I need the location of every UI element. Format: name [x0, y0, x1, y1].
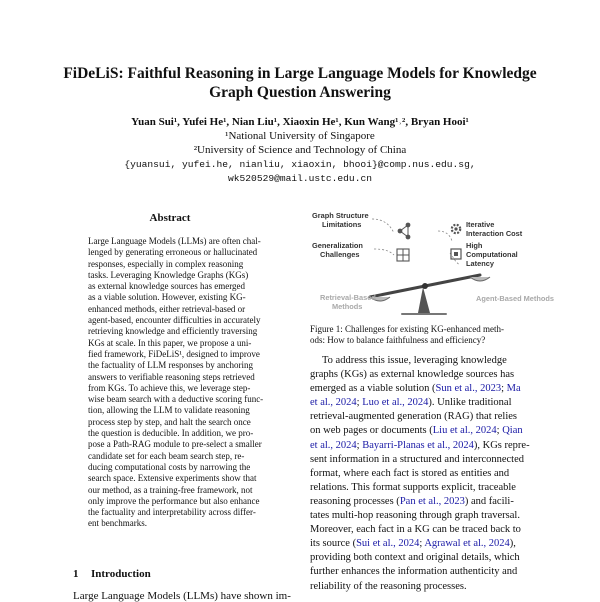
citation-link[interactable]: Bayarri-Planas et al., 2024	[362, 439, 474, 451]
abstract-line: search space. Extensive experiments show that	[88, 473, 257, 484]
body-text-segment: Moreover, each fact in a KG can be traced back to	[310, 524, 521, 536]
abstract-line: as external knowledge sources has emerged	[88, 281, 246, 292]
author-emails-line-2: wk520529@mail.ustc.edu.cn	[228, 173, 372, 184]
abstract-line: fied framework, FiDeLiS¹, designed to improve	[88, 348, 260, 359]
label-latency: Latency	[466, 259, 494, 268]
citation-link[interactable]: Qian	[502, 425, 523, 437]
abstract-line: pose a Path-RAG module to pre-select a smaller	[88, 439, 262, 450]
graph-network-icon	[398, 223, 411, 240]
body-text-segment: retrieval-augmented generation (RAG) that relies	[310, 411, 517, 423]
citation-link[interactable]: Ma	[506, 383, 521, 395]
body-line	[310, 396, 560, 410]
body-line	[310, 467, 560, 481]
abstract-line: tasks. Leveraging Knowledge Graphs (KGs)	[88, 269, 249, 280]
abstract-line: only improve the performance but also enhance	[88, 495, 260, 506]
body-line	[310, 565, 560, 579]
body-text-segment: sent information in a structured and interconnected	[310, 453, 525, 465]
body-text-segment: format, where each fact is stored as entities and	[310, 467, 510, 479]
body-line	[310, 382, 560, 396]
abstract-line: from KGs. To achieve this, we leverage step-	[88, 382, 251, 393]
label-interaction-cost: Interaction Cost	[466, 229, 523, 238]
body-text-segment: relations. This format supports explicit, traceable	[310, 481, 516, 493]
citation-link[interactable]: et al., 2024	[310, 439, 357, 451]
citation-link[interactable]: Liu et al., 2024	[432, 425, 497, 437]
abstract-line: process step by step, and halt the search once	[88, 416, 251, 427]
label-graph-structure: Graph Structure	[312, 211, 369, 220]
connector-graph-structure	[372, 219, 394, 233]
body-text-segment: providing both context and original details, which	[310, 552, 520, 564]
body-line	[310, 580, 560, 594]
paper-title	[40, 64, 560, 102]
body-line	[310, 453, 560, 467]
body-text-segment: ;	[356, 439, 363, 451]
body-text-segment: on web pages or documents (	[310, 425, 433, 437]
body-text-segment: ),	[509, 538, 516, 550]
body-text-segment: reliability of the reasoning processes.	[310, 580, 467, 592]
affiliation-2: ²University of Science and Technology of China	[193, 144, 407, 156]
connector-iterative	[438, 231, 452, 241]
section-number: 1	[73, 568, 79, 580]
title-line-1: FiDeLiS: Faithful Reasoning in Large Language Models for Knowledge	[63, 65, 537, 82]
body-line	[310, 410, 560, 424]
abstract-line: ducing computational costs by narrowing the	[88, 461, 251, 472]
citation-link[interactable]: Pan et al., 2023	[399, 495, 465, 507]
abstract-line: ent benchmarks.	[88, 518, 147, 529]
body-line	[310, 495, 560, 509]
citation-link[interactable]: Luo et al., 2024	[362, 397, 429, 409]
figure-balance-illustration	[310, 205, 555, 320]
abstract-line: our method, as a training-free framework, not	[88, 484, 253, 495]
connector-generalization	[374, 249, 394, 255]
label-challenges: Challenges	[320, 250, 360, 259]
abstract-line: responses, especially in complex reasoning	[88, 258, 244, 269]
citation-link[interactable]: et al., 2024	[310, 397, 357, 409]
abstract-line: agent-based, encounter difficulties in accurately	[88, 315, 261, 326]
caption-line-2: ods: How to balance faithfulness and efficiency?	[310, 335, 486, 346]
abstract-line: the factuality of LLM responses by anchoring	[88, 360, 253, 371]
label-generalization: Generalization	[312, 241, 363, 250]
abstract-line: the question is deducible. In addition, we pro-	[88, 428, 254, 439]
citation-link[interactable]: Sui et al., 2024	[356, 538, 420, 550]
author-list: Yuan Sui¹, Yufei He¹, Nian Liu¹, Xiaoxin He¹, Kun Wang¹˒², Bryan Hooi¹	[131, 116, 469, 128]
section-title: Introduction	[91, 568, 151, 580]
body-text-segment: ). Unlike traditional	[428, 397, 512, 409]
body-line	[310, 537, 560, 551]
body-line	[310, 551, 560, 565]
title-line-2: Graph Question Answering	[209, 84, 391, 101]
figure-caption	[310, 324, 560, 346]
body-line	[310, 523, 560, 537]
latency-chip-icon	[451, 249, 461, 259]
body-line	[310, 424, 560, 438]
body-line	[310, 368, 560, 382]
abstract-line: lenged by generating erroneous or hallucinated	[88, 247, 258, 258]
abstract-line: answers to verifiable reasoning steps retrieved	[88, 371, 255, 382]
abstract-line: wise beam search with a deductive scoring func-	[88, 394, 264, 405]
label-agent-based: Agent-Based Methods	[476, 294, 555, 303]
abstract-line: enhanced methods, either retrieval-based or	[88, 303, 246, 314]
body-text-segment: its source (	[310, 538, 357, 550]
abstract-body	[88, 236, 268, 530]
label-iterative: Iterative	[466, 220, 495, 229]
label-high: High	[466, 241, 483, 250]
body-text-segment: reasoning processes (	[310, 495, 400, 507]
body-text-segment: ;	[496, 425, 503, 437]
author-emails-line-1: {yuansui, yufei.he, nianliu, xiaoxin, bhooi}@comp.nus.edu.sg,	[124, 159, 476, 170]
body-text-segment: ;	[501, 383, 507, 395]
caption-line-1: Figure 1: Challenges for existing KG-enhanced meth-	[310, 324, 504, 334]
scale-pivot	[422, 283, 428, 289]
abstract-line: retrieving knowledge and efficiently traversing	[88, 326, 258, 337]
abstract-heading: Abstract	[149, 212, 191, 224]
abstract-line: KGs at scale. In this paper, we propose a uni-	[88, 337, 252, 348]
body-text-segment: tates multi-hop reasoning through graph traversal.	[310, 510, 520, 522]
label-limitations: Limitations	[322, 220, 362, 229]
abstract-line: the factuality and interpretability across differ-	[88, 507, 256, 518]
abstract-line: candidate set for each beam search step, re-	[88, 450, 245, 461]
body-line	[310, 481, 560, 495]
citation-link[interactable]: Agrawal et al., 2024	[424, 538, 510, 550]
body-line	[310, 439, 560, 453]
label-computational: Computational	[466, 250, 518, 259]
generalization-grid-icon	[397, 249, 409, 261]
abstract-line: tion, allowing the LLM to validate reasoning	[88, 405, 250, 416]
gear-icon	[452, 225, 460, 233]
body-text-segment: ), KGs repre-	[473, 439, 530, 451]
body-text-segment: ;	[356, 397, 363, 409]
body-text-segment: further enhances the information authenticity and	[310, 566, 518, 578]
body-text-segment: emerged as a viable solution (	[310, 383, 436, 395]
body-line	[310, 509, 560, 523]
intro-first-line: Large Language Models (LLMs) have shown im-	[73, 590, 291, 602]
abstract-line: as a viable solution. However, existing KG-	[88, 292, 246, 303]
abstract-line: Large Language Models (LLMs) are often chal-	[88, 236, 261, 246]
body-text-segment: To address this issue, leveraging knowledge	[322, 355, 507, 366]
balance-scale	[370, 275, 490, 314]
body-paragraph	[310, 354, 560, 594]
scale-fulcrum	[418, 287, 430, 313]
label-methods: Methods	[332, 302, 363, 311]
body-text-segment: ) and facili-	[464, 495, 514, 507]
citation-link[interactable]: Sun et al., 2023	[435, 383, 502, 395]
section-heading	[73, 568, 151, 580]
body-text-segment: graphs (KGs) as external knowledge sources has	[310, 369, 515, 381]
body-line	[310, 354, 560, 368]
body-text-segment: ;	[419, 538, 425, 550]
right-scale-pan	[470, 277, 490, 281]
label-retrieval-based: Retrieval-Based	[320, 293, 376, 302]
affiliation-1: ¹National University of Singapore	[225, 130, 375, 142]
